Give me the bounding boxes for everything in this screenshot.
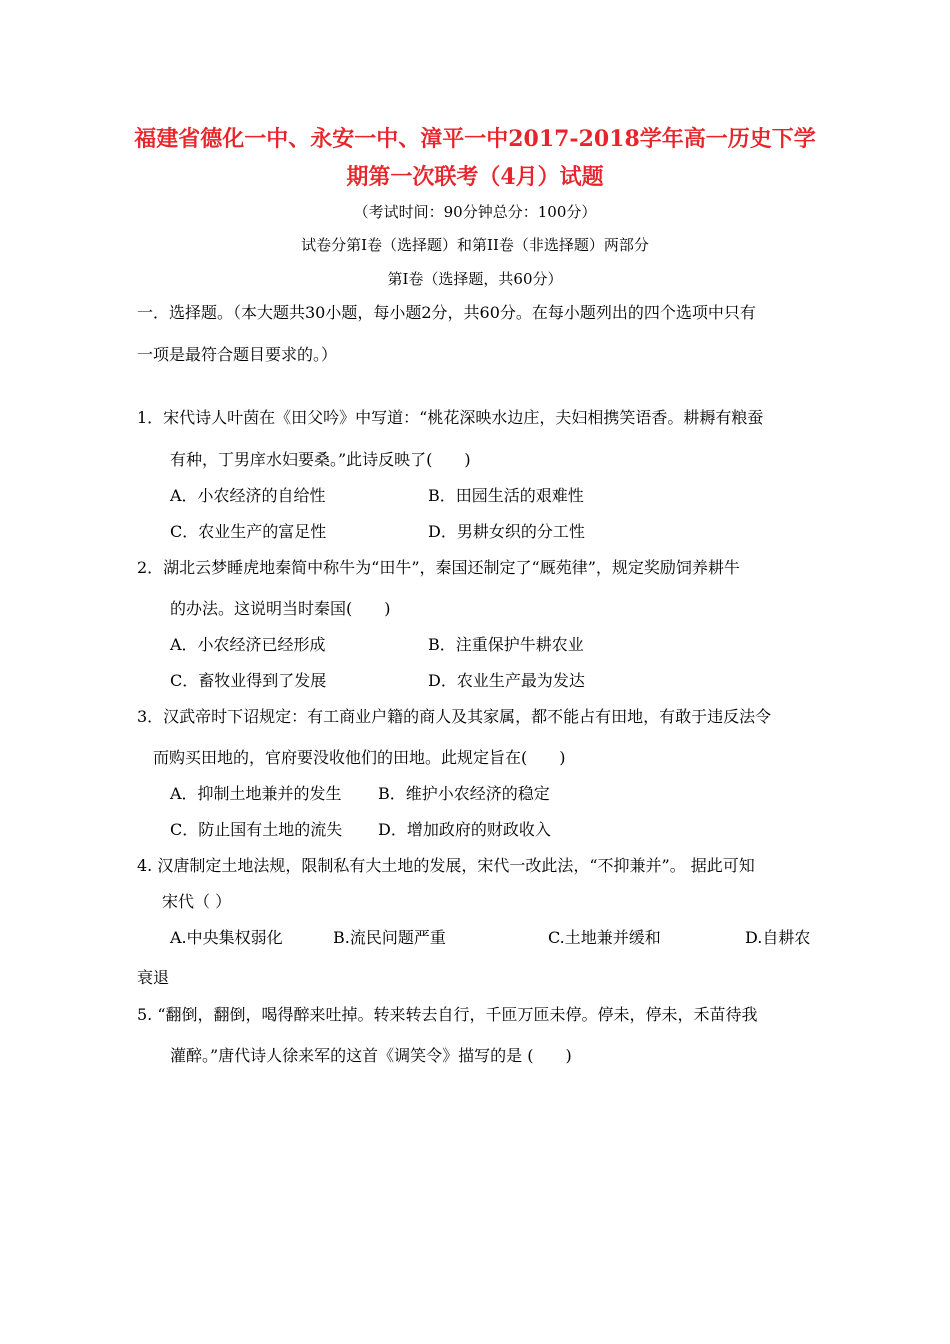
question-2-option-d: D．农业生产最为发达 — [428, 671, 585, 690]
question-2-stem-line-2: 的办法。这说明当时秦国( ) — [170, 599, 391, 618]
question-2-option-c: C．畜牧业得到了发展 — [170, 671, 327, 690]
question-1-stem-line-2: 有种，丁男庠水妇要桑。”此诗反映了( ) — [170, 450, 471, 469]
question-2-option-b: B．注重保护牛耕农业 — [428, 635, 584, 654]
question-2-option-a: A．小农经济已经形成 — [170, 635, 326, 654]
question-1-option-a: A．小农经济的自给性 — [170, 486, 326, 505]
question-1-option-b: B．田园生活的艰难性 — [428, 486, 584, 505]
exam-title-line-1: 福建省德化一中、永安一中、漳平一中2017-2018学年高一历史下学 — [134, 126, 816, 152]
exam-time: （考试时间：90分钟总分：100分） — [353, 203, 597, 221]
exam-title-line-2: 期第一次联考（4月）试题 — [346, 164, 604, 190]
question-4-stem-line-2: 宋代（ ） — [162, 892, 232, 911]
question-3-option-b: B．维护小农经济的稳定 — [378, 784, 550, 803]
sections-note: 试卷分第I卷（选择题）和第II卷（非选择题）两部分 — [301, 236, 649, 254]
instruction-line-1: 一．选择题。（本大题共30小题，每小题2分，共60分。在每小题列出的四个选项中只有 — [137, 303, 756, 322]
question-3-stem-line-2: 而购买田地的，官府要没收他们的田地。此规定旨在( ) — [153, 748, 566, 767]
question-4-option-d: D.自耕农 — [745, 928, 811, 947]
question-5-stem-line-1: 5. “翻倒，翻倒，喝得醉来吐掉。转来转去自行，千匝万匝未停。停未，停未，禾苗待我 — [137, 1005, 758, 1024]
question-3-option-a: A．抑制土地兼并的发生 — [170, 784, 342, 803]
question-4-option-d-continuation: 衰退 — [137, 968, 170, 987]
question-4-stem-line-1: 4. 汉唐制定土地法规，限制私有大土地的发展，宋代一改此法，“不抑兼并”。 据此可知 — [137, 856, 755, 875]
question-1-option-d: D．男耕女织的分工性 — [428, 522, 585, 541]
question-4-option-c: C.土地兼并缓和 — [548, 928, 661, 947]
question-3-option-c: C．防止国有土地的流失 — [170, 820, 343, 839]
question-5-stem-line-2: 灌醉。”唐代诗人徐来军的这首《调笑令》描写的是 ( ) — [170, 1046, 572, 1065]
question-4-option-b: B.流民问题严重 — [333, 928, 446, 947]
part-1-header: 第I卷（选择题，共60分） — [387, 270, 563, 288]
question-3-stem-line-1: 3．汉武帝时下诏规定：有工商业户籍的商人及其家属，都不能占有田地，有敢于违反法令 — [137, 707, 772, 726]
question-1-stem-line-1: 1．宋代诗人叶茵在《田父吟》中写道：“桃花深映水边庄，夫妇相携笑语香。耕耨有粮蚕 — [137, 408, 764, 427]
question-4-option-a: A.中央集权弱化 — [170, 928, 283, 947]
instruction-line-2: 一项是最符合题目要求的。） — [137, 345, 338, 364]
question-1-option-c: C．农业生产的富足性 — [170, 522, 327, 541]
question-3-option-d: D．增加政府的财政收入 — [378, 820, 551, 839]
question-2-stem-line-1: 2．湖北云梦睡虎地秦简中称牛为“田牛”，秦国还制定了“厩苑律”，规定奖励饲养耕牛 — [137, 558, 740, 577]
